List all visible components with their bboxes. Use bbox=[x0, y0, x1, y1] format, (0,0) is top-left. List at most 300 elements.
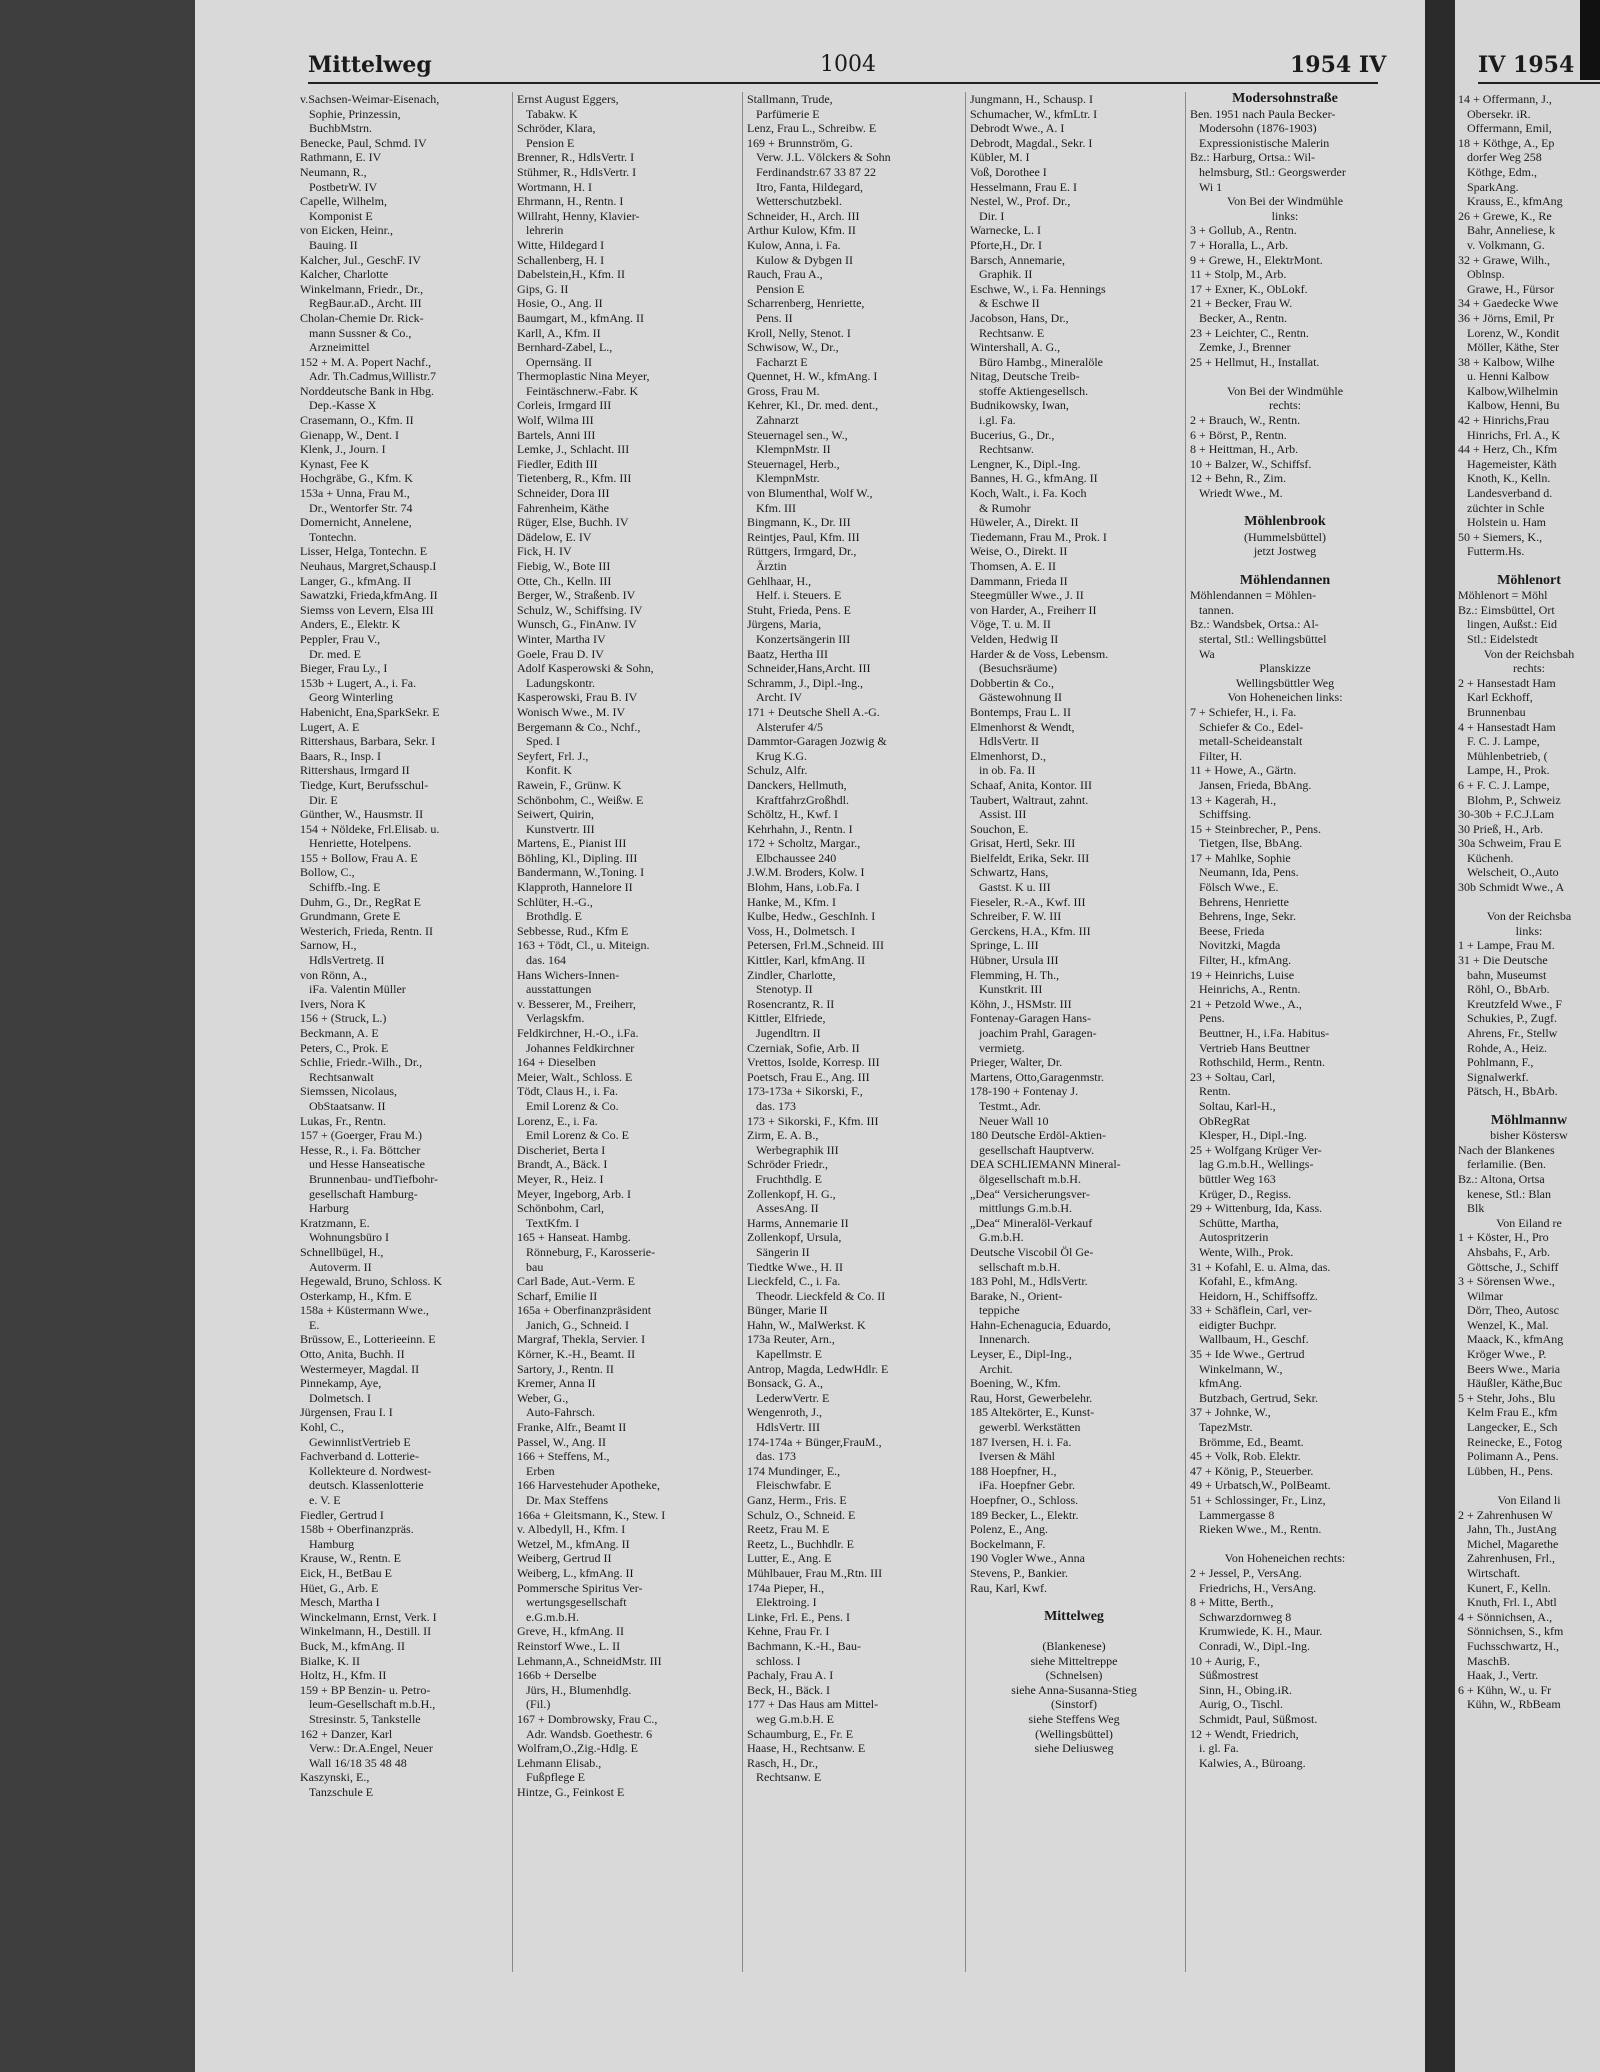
directory-entry: 10 + Aurig, F., bbox=[1190, 1653, 1260, 1668]
directory-entry: Bauing. II bbox=[300, 237, 358, 252]
directory-entry: Modersohn (1876-1903) bbox=[1190, 121, 1317, 136]
directory-entry: Schmidt, Paul, Süßmost. bbox=[1190, 1711, 1318, 1726]
directory-entry: Rüttgers, Irmgard, Dr., bbox=[747, 544, 857, 559]
directory-entry: Vrettos, Isolde, Korresp. III bbox=[747, 1055, 880, 1070]
street-heading: Modersohnstraße bbox=[1232, 92, 1338, 106]
directory-entry: Neuhaus, Margret,Schausp.I bbox=[300, 559, 437, 573]
directory-entry: Weise, O., Direkt. II bbox=[970, 544, 1068, 559]
directory-entry: Schönbohm, C., Weißw. E bbox=[517, 792, 644, 807]
directory-entry: Wilmar bbox=[1458, 1288, 1504, 1303]
directory-entry: Dir. I bbox=[970, 208, 1005, 223]
directory-entry: 173 + Sikorski, F., Kfm. III bbox=[747, 1113, 879, 1128]
directory-entry: 29 + Wittenburg, Ida, Kass. bbox=[1190, 1201, 1323, 1216]
directory-entry: Duhm, G., Dr., RegRat E bbox=[300, 894, 421, 909]
directory-entry: Mühlbauer, Frau M.,Rtn. III bbox=[747, 1565, 883, 1580]
directory-entry: joachim Prahl, Garagen- bbox=[970, 1026, 1097, 1040]
directory-entry: Heidorn, H., Schiffsoffz. bbox=[1190, 1288, 1318, 1303]
directory-entry: Kalbow,Wilhelmin bbox=[1458, 383, 1559, 398]
directory-entry: Hagemeister, Käth bbox=[1458, 456, 1557, 471]
directory-entry: 173a Reuter, Arn., bbox=[747, 1332, 835, 1347]
directory-entry: Lenz, Frau L., Schreibw. E bbox=[747, 121, 877, 136]
directory-entry: Signalwerkf. bbox=[1458, 1069, 1529, 1084]
directory-entry: Verlagskfm. bbox=[517, 1011, 585, 1026]
directory-entry: Klesper, H., Dipl.-Ing. bbox=[1190, 1128, 1307, 1143]
directory-entry: Landesverband d. bbox=[1458, 486, 1553, 501]
directory-entry: Stenotyp. II bbox=[747, 982, 813, 997]
directory-entry: 174 Mundinger, E., bbox=[747, 1463, 841, 1478]
directory-entry: Bockelmann, F. bbox=[970, 1536, 1046, 1551]
directory-entry: Kelm Frau E., kfm bbox=[1458, 1405, 1558, 1420]
directory-entry: Westermeyer, Magdal. II bbox=[300, 1361, 420, 1376]
directory-entry: Jürs, H., Blumenhdlg. bbox=[517, 1682, 632, 1697]
directory-entry: Schreiber, F. W. III bbox=[970, 909, 1062, 924]
directory-entry: „Dea“ Mineralöl-Verkauf bbox=[970, 1215, 1093, 1230]
directory-entry: Janich, G., Schneid. I bbox=[517, 1317, 629, 1332]
directory-entry: Franke, Alfr., Beamt II bbox=[517, 1420, 627, 1435]
directory-entry: Kreutzfeld Wwe., F bbox=[1458, 996, 1563, 1011]
directory-entry: gesellschaft Hauptverw. bbox=[970, 1142, 1095, 1157]
directory-entry: (Besuchsräume) bbox=[970, 661, 1057, 676]
directory-entry: Itro, Fanta, Hildegard, bbox=[747, 179, 863, 194]
directory-entry: 34 + Gaedecke Wwe bbox=[1458, 296, 1559, 311]
directory-entry: Krüger, D., Regiss. bbox=[1190, 1186, 1292, 1201]
directory-entry: Büro Hambg., Mineralöle bbox=[970, 354, 1103, 369]
directory-entry: Schlie, Friedr.-Wilh., Dr., bbox=[300, 1055, 423, 1070]
directory-entry: Lemke, J., Schlacht. III bbox=[517, 442, 630, 457]
directory-entry: v.Sachsen-Weimar-Eisenach, bbox=[300, 92, 440, 106]
directory-entry: 26 + Grewe, K., Re bbox=[1458, 208, 1552, 223]
directory-entry: Kfm. III bbox=[747, 500, 796, 515]
directory-entry: 2 + Zahrenhusen W bbox=[1458, 1507, 1553, 1522]
directory-entry: Filter, H. bbox=[1190, 748, 1243, 763]
page-edge bbox=[1580, 0, 1600, 80]
directory-entry: Georg Winterling bbox=[300, 690, 394, 705]
directory-entry: Voß, Dorothee I bbox=[970, 164, 1047, 179]
directory-entry bbox=[970, 1595, 1178, 1610]
directory-entry: Baars, R., Insp. I bbox=[300, 748, 381, 763]
directory-entry: Hesse, R., i. Fa. Böttcher bbox=[300, 1142, 421, 1157]
directory-entry: LederwVertr. E bbox=[747, 1390, 830, 1405]
directory-entry: Iversen & Mähl bbox=[970, 1449, 1055, 1464]
directory-entry: Danckers, Hellmuth, bbox=[747, 777, 847, 792]
directory-entry: Oblnsp. bbox=[1458, 267, 1505, 282]
directory-entry: Zemke, J., Brenner bbox=[1190, 340, 1291, 355]
directory-entry: Pachaly, Frau A. I bbox=[747, 1668, 834, 1683]
directory-entry: Bz.: Harburg, Ortsa.: Wil- bbox=[1190, 150, 1316, 165]
directory-entry: Tödt, Claus H., i. Fa. bbox=[517, 1084, 618, 1099]
directory-entry: Rasch, H., Dr., bbox=[747, 1755, 818, 1770]
directory-entry: Mühlenbetrieb, ( bbox=[1458, 748, 1548, 763]
directory-entry: Sped. I bbox=[517, 734, 560, 749]
directory-entry: Nach der Blankenes bbox=[1458, 1142, 1555, 1157]
directory-entry: Weiberg, Gertrud II bbox=[517, 1551, 612, 1566]
directory-entry: Lampe, H., Prok. bbox=[1458, 763, 1550, 778]
directory-entry: Nestel, W., Prof. Dr., bbox=[970, 194, 1071, 209]
directory-entry: HdlsVertr. II bbox=[970, 734, 1039, 749]
directory-entry: von Rönn, A., bbox=[300, 967, 368, 982]
directory-entry: Wengenroth, J., bbox=[747, 1405, 823, 1420]
directory-entry: Beese, Frieda bbox=[1190, 923, 1265, 938]
directory-entry: Petersen, Frl.M.,Schneid. III bbox=[747, 938, 884, 953]
directory-entry: Jacobson, Hans, Dr., bbox=[970, 310, 1069, 325]
directory-entry: Sartory, J., Rentn. II bbox=[517, 1361, 614, 1376]
directory-entry: Helf. i. Steuers. E bbox=[747, 588, 842, 603]
directory-entry: Reinecke, E., Fotog bbox=[1458, 1434, 1562, 1449]
directory-entry: gewerbl. Werkstätten bbox=[970, 1420, 1081, 1435]
section-note: Von Bei der Windmühle bbox=[1226, 383, 1344, 398]
directory-entry: Hinrichs, Frl. A., K bbox=[1458, 427, 1560, 442]
directory-entry: Wetterschutzbekl. bbox=[747, 194, 842, 209]
book-gutter bbox=[1425, 0, 1455, 2072]
directory-entry: 7 + Schiefer, H., i. Fa. bbox=[1190, 704, 1297, 719]
directory-entry: Kunstvertr. III bbox=[517, 821, 595, 836]
directory-entry: Henriette, Hotelpens. bbox=[300, 836, 412, 851]
directory-column-2 bbox=[517, 92, 725, 1799]
directory-entry: Fick, H. IV bbox=[517, 544, 572, 559]
directory-entry: Voss, H., Dolmetsch. I bbox=[747, 923, 856, 938]
directory-entry: Pinnekamp, Aye, bbox=[300, 1376, 382, 1391]
street-heading: Möhlenort bbox=[1497, 572, 1561, 588]
directory-entry: Scharf, Emilie II bbox=[517, 1288, 598, 1303]
directory-entry: Lübben, H., Pens. bbox=[1458, 1463, 1553, 1478]
directory-entry: Autospritzerin bbox=[1190, 1230, 1269, 1245]
section-note: (Schnelsen) bbox=[1045, 1668, 1103, 1683]
directory-entry: das. 173 bbox=[747, 1098, 796, 1113]
directory-entry: Thermoplastic Nina Meyer, bbox=[517, 369, 650, 384]
directory-entry: Warnecke, L. I bbox=[970, 223, 1041, 238]
directory-entry: 37 + Johnke, W., bbox=[1190, 1405, 1271, 1420]
directory-entry: Gienapp, W., Dent. I bbox=[300, 427, 399, 442]
directory-entry: Wetzel, M., kfmAng. II bbox=[517, 1536, 630, 1551]
directory-entry: Meier, Walt., Schloss. E bbox=[517, 1069, 633, 1084]
directory-column-1 bbox=[300, 92, 508, 1799]
directory-entry: Poetsch, Frau E., Ang. III bbox=[747, 1069, 870, 1084]
directory-entry: 35 + Ide Wwe., Gertrud bbox=[1190, 1347, 1305, 1362]
directory-entry: Tietgen, Ilse, BbAng. bbox=[1190, 836, 1303, 851]
directory-entry: 23 + Soltau, Carl, bbox=[1190, 1069, 1276, 1084]
directory-entry: 10 + Balzer, W., Schiffsf. bbox=[1190, 456, 1312, 471]
directory-entry: Martens, Otto,Garagenmstr. bbox=[970, 1069, 1104, 1084]
directory-entry: Becker, A., Rentn. bbox=[1190, 310, 1288, 325]
directory-entry: Prieger, Walter, Dr. bbox=[970, 1055, 1063, 1070]
directory-entry: Schwisow, W., Dr., bbox=[747, 340, 839, 355]
directory-entry: Schiefer & Co., Edel- bbox=[1190, 719, 1304, 734]
directory-entry: Sophie, Prinzessin, bbox=[300, 106, 401, 121]
directory-entry: kfmAng. bbox=[1190, 1376, 1242, 1391]
directory-entry: vermietg. bbox=[970, 1040, 1025, 1055]
directory-entry: HdlsVertr. III bbox=[747, 1420, 820, 1435]
directory-entry bbox=[970, 1624, 1178, 1639]
directory-entry: Krumwiede, K. H., Maur. bbox=[1190, 1624, 1323, 1639]
directory-entry: Kehrer, Kl., Dr. med. dent., bbox=[747, 398, 879, 413]
directory-entry: 4 + Sönnichsen, A., bbox=[1458, 1609, 1553, 1624]
directory-entry: 3 + Gollub, A., Rentn. bbox=[1190, 223, 1297, 238]
section-note: jetzt Jostweg bbox=[1253, 544, 1317, 559]
directory-entry: 174a Pieper, H., bbox=[747, 1580, 825, 1595]
directory-entry: Lukas, Fr., Rentn. bbox=[300, 1113, 386, 1128]
directory-entry: 30 Prieß, H., Arb. bbox=[1458, 821, 1543, 836]
directory-entry: Dep.-Kasse X bbox=[300, 398, 377, 413]
directory-entry: Polimann A., Pens. bbox=[1458, 1449, 1559, 1464]
directory-entry: Wintershall, A. G., bbox=[970, 340, 1061, 355]
directory-entry: Kröger Wwe., P. bbox=[1458, 1347, 1547, 1362]
directory-entry: Fahrenheim, Käthe bbox=[517, 500, 609, 515]
directory-entry: Sönnichsen, S., kfm bbox=[1458, 1624, 1564, 1639]
directory-entry: das. 164 bbox=[517, 953, 566, 968]
directory-entry: Discheriet, Berta I bbox=[517, 1142, 606, 1157]
directory-entry: 11 + Stolp, M., Arb. bbox=[1190, 267, 1287, 282]
directory-entry: Reintjes, Paul, Kfm. III bbox=[747, 529, 860, 544]
directory-entry: v. Albedyll, H., Kfm. I bbox=[517, 1522, 626, 1537]
directory-entry: Lutter, E., Ang. E bbox=[747, 1551, 832, 1566]
directory-entry: Deutsche Viscobil Öl Ge- bbox=[970, 1244, 1094, 1259]
directory-entry: Bieger, Frau Ly., I bbox=[300, 661, 388, 676]
directory-entry: 25 + Hellmut, H., Installat. bbox=[1190, 354, 1320, 369]
directory-entry: Archt. IV bbox=[747, 690, 802, 705]
directory-entry: Schaumburg, E., Fr. E bbox=[747, 1726, 854, 1741]
directory-entry: Eschwe, W., i. Fa. Hennings bbox=[970, 281, 1106, 296]
directory-entry: 30-30b + F.C.J.Lam bbox=[1458, 807, 1555, 822]
directory-entry: Polenz, E., Ang. bbox=[970, 1522, 1048, 1537]
directory-entry: Facharzt E bbox=[747, 354, 808, 369]
directory-entry: schloss. I bbox=[747, 1653, 801, 1668]
directory-entry: Schütte, Martha, bbox=[1190, 1215, 1279, 1230]
directory-entry: Wolfram,O.,Zig.-Hdlg. E bbox=[517, 1741, 639, 1756]
directory-entry: Kunert, F., Kelln. bbox=[1458, 1580, 1551, 1595]
directory-entry: 177 + Das Haus am Mittel- bbox=[747, 1697, 879, 1712]
directory-entry: Johannes Feldkirchner bbox=[517, 1040, 635, 1055]
directory-entry: Arthur Kulow, Kfm. II bbox=[747, 223, 856, 238]
directory-entry: AssesAng. II bbox=[747, 1201, 819, 1216]
directory-entry: Kalcher, Jul., GeschF. IV bbox=[300, 252, 421, 267]
directory-entry: Komponist E bbox=[300, 208, 373, 223]
directory-entry: Bergemann & Co., Nchf., bbox=[517, 719, 641, 734]
directory-entry: Meyer, R., Heiz. I bbox=[517, 1171, 604, 1186]
directory-entry: Blohm, Hans, i.ob.Fa. I bbox=[747, 880, 860, 895]
directory-entry: Neumann, Ida, Pens. bbox=[1190, 865, 1299, 880]
directory-entry: Elmenhorst & Wendt, bbox=[970, 719, 1075, 734]
section-note: siehe Steffens Weg bbox=[1028, 1711, 1120, 1726]
directory-entry: Küchenh. bbox=[1458, 850, 1514, 865]
directory-entry: Zahnarzt bbox=[747, 413, 799, 428]
directory-entry: Koch, Walt., i. Fa. Koch bbox=[970, 486, 1087, 501]
directory-entry: Hamburg bbox=[300, 1536, 355, 1551]
directory-entry: Seyfert, Frl. J., bbox=[517, 748, 589, 763]
directory-entry: Kulow, Anna, i. Fa. bbox=[747, 237, 841, 252]
directory-entry: 45 + Volk, Rob. Elektr. bbox=[1190, 1449, 1301, 1464]
directory-entry: Scharrenberg, Henriette, bbox=[747, 296, 865, 311]
directory-entry: Knuth, Frl. I., Abtl bbox=[1458, 1595, 1557, 1610]
directory-entry: Haak, J., Vertr. bbox=[1458, 1668, 1539, 1683]
directory-entry: Häußler, Käthe,Buc bbox=[1458, 1376, 1563, 1391]
directory-entry: 8 + Heittman, H., Arb. bbox=[1190, 442, 1299, 457]
section-note: rechts: bbox=[1269, 398, 1301, 413]
directory-entry: Ferdinandstr.67 33 87 22 bbox=[747, 164, 876, 179]
directory-entry: 31 + Kofahl, E. u. Alma, das. bbox=[1190, 1259, 1331, 1274]
directory-entry: Butzbach, Gertrud, Sekr. bbox=[1190, 1390, 1318, 1405]
directory-entry: 165 + Hanseat. Hambg. bbox=[517, 1230, 631, 1245]
directory-entry: Kollekteure d. Nordwest- bbox=[300, 1463, 432, 1478]
directory-entry: Rosencrantz, R. II bbox=[747, 996, 835, 1011]
directory-entry: 31 + Die Deutsche bbox=[1458, 953, 1548, 968]
directory-entry: Pens. II bbox=[747, 310, 793, 325]
directory-entry: Schulz, Alfr. bbox=[747, 763, 808, 778]
directory-entry: Kratzmann, E. bbox=[300, 1215, 370, 1230]
directory-entry: Möhlenort = Möhl bbox=[1458, 588, 1548, 603]
directory-entry: Lisser, Helga, Tontechn. E bbox=[300, 544, 428, 559]
directory-entry: Zollenkopf, H. G., bbox=[747, 1186, 836, 1201]
directory-entry: 44 + Herz, Ch., Kfm bbox=[1458, 442, 1558, 457]
directory-entry: Feintäschnerw.-Fabr. K bbox=[517, 383, 639, 398]
directory-entry: Bz.: Altona, Ortsa bbox=[1458, 1171, 1545, 1186]
directory-entry: 47 + König, P., Steuerber. bbox=[1190, 1463, 1314, 1478]
directory-entry: Bartels, Anni III bbox=[517, 427, 596, 442]
directory-entry: Tontechn. bbox=[300, 529, 357, 544]
directory-entry: 25 + Wolfgang Krüger Ver- bbox=[1190, 1142, 1322, 1157]
directory-entry: Wi 1 bbox=[1190, 179, 1223, 194]
directory-entry: GewinnlistVertrieb E bbox=[300, 1434, 411, 1449]
directory-entry: Brunnenbau- undTiefbohr- bbox=[300, 1171, 438, 1186]
directory-entry: Lehmann Elisab., bbox=[517, 1755, 602, 1770]
directory-entry: Kalbow, Henni, Bu bbox=[1458, 398, 1560, 413]
directory-entry: Pension E bbox=[747, 281, 805, 296]
directory-entry: deutsch. Klassenlotterie bbox=[300, 1478, 424, 1493]
directory-entry: (Fil.) bbox=[517, 1697, 551, 1712]
section-note: Wellingsbüttler Weg bbox=[1235, 675, 1335, 690]
directory-entry: u. Henni Kalbow bbox=[1458, 369, 1550, 384]
directory-entry: Carl Bade, Aut.-Verm. E bbox=[517, 1274, 635, 1289]
directory-entry: Debrodt Wwe., A. I bbox=[970, 121, 1065, 136]
directory-entry: Quennet, H. W., kfmAng. I bbox=[747, 369, 878, 384]
directory-entry: Ben. 1951 nach Paula Becker- bbox=[1190, 106, 1336, 121]
directory-entry: Fiebig, W., Bote III bbox=[517, 559, 611, 573]
directory-entry: 156 + (Struck, L.) bbox=[300, 1011, 387, 1026]
directory-entry: 188 Hoepfner, H., bbox=[970, 1463, 1057, 1478]
directory-entry: Bandermann, W.,Toning. I bbox=[517, 865, 645, 880]
directory-entry: Ivers, Nora K bbox=[300, 996, 366, 1011]
section-note: links: bbox=[1515, 923, 1543, 938]
directory-entry: Dammann, Frieda II bbox=[970, 573, 1068, 588]
directory-entry: Karll, A., Kfm. II bbox=[517, 325, 601, 340]
column-divider bbox=[965, 92, 966, 1972]
directory-entry: Steuernagel, Herb., bbox=[747, 456, 840, 471]
directory-entry: Pforte,H., Dr. I bbox=[970, 237, 1042, 252]
directory-entry: Lugert, A. E bbox=[300, 719, 360, 734]
directory-entry: Springe, L. III bbox=[970, 938, 1039, 953]
directory-entry: Novitzki, Magda bbox=[1190, 938, 1281, 953]
directory-entry: Wenzel, K., Mal. bbox=[1458, 1317, 1549, 1332]
header-rule bbox=[308, 82, 1378, 84]
directory-entry: 174-174a + Bünger,FrauM., bbox=[747, 1434, 882, 1449]
running-head-street: Mittelweg bbox=[308, 52, 432, 78]
directory-entry: 50 + Siemers, K., bbox=[1458, 529, 1543, 544]
directory-entry: Ahsbahs, F., Arb. bbox=[1458, 1244, 1551, 1259]
directory-entry: 166 Harvestehuder Apotheke, bbox=[517, 1478, 660, 1493]
directory-entry: Grisat, Hertl, Sekr. III bbox=[970, 836, 1076, 851]
directory-entry: Fiedler, Gertrud I bbox=[300, 1507, 384, 1522]
street-heading: Möhlmannw bbox=[1490, 1112, 1568, 1128]
directory-entry: 187 Iversen, H. i. Fa. bbox=[970, 1434, 1072, 1449]
directory-entry: Stresinstr. 5, Tankstelle bbox=[300, 1711, 421, 1726]
section-note: links: bbox=[1271, 208, 1299, 223]
directory-entry: Berger, W., Straßenb. IV bbox=[517, 588, 636, 603]
directory-entry: 185 Altekörter, E., Kunst- bbox=[970, 1405, 1095, 1420]
directory-entry: 5 + Stehr, Johs., Blu bbox=[1458, 1390, 1556, 1405]
directory-entry: 42 + Hinrichs,Frau bbox=[1458, 413, 1550, 428]
directory-entry: Assist. III bbox=[970, 807, 1027, 822]
directory-entry: Filter, H., kfmAng. bbox=[1190, 953, 1292, 968]
directory-entry: Schiffb.-Ing. E bbox=[300, 880, 381, 895]
directory-entry: Kapellmstr. E bbox=[747, 1347, 822, 1362]
directory-entry: Futterm.Hs. bbox=[1458, 544, 1525, 559]
directory-entry: Brömme, Ed., Beamt. bbox=[1190, 1434, 1304, 1449]
directory-entry: Aurig, O., Tischl. bbox=[1190, 1697, 1284, 1712]
directory-entry: Adolf Kasperowski & Sohn, bbox=[517, 661, 654, 676]
directory-entry: 17 + Exner, K., ObLokf. bbox=[1190, 281, 1308, 296]
section-note: Von Eiland li bbox=[1497, 1493, 1561, 1507]
directory-entry: Schulz, O., Schneid. E bbox=[747, 1507, 856, 1522]
directory-entry: Weiberg, L., kfmAng. II bbox=[517, 1565, 634, 1580]
directory-entry: 154 + Nöldeke, Frl.Elisab. u. bbox=[300, 821, 440, 836]
directory-entry: Grawe, H., Fürsor bbox=[1458, 281, 1554, 296]
directory-entry: Hosie, O., Ang. II bbox=[517, 296, 603, 311]
directory-entry: Offermann, Emil, bbox=[1458, 121, 1552, 136]
directory-entry: Schneider, Dora III bbox=[517, 486, 610, 501]
section-note: Von Bei der Windmühle bbox=[1226, 194, 1344, 209]
directory-entry: Winkelmann, H., Destill. II bbox=[300, 1624, 432, 1639]
directory-entry: 17 + Mahlke, Sophie bbox=[1190, 850, 1291, 865]
directory-entry: Wohnungsbüro I bbox=[300, 1230, 390, 1245]
directory-entry: Martens, E., Pianist III bbox=[517, 836, 627, 851]
directory-entry: 158a + Küstermann Wwe., bbox=[300, 1303, 429, 1318]
directory-entry: Harms, Annemarie II bbox=[747, 1215, 849, 1230]
directory-entry: Brothdlg. E bbox=[517, 909, 582, 924]
directory-entry: Knoth, K., Kelln. bbox=[1458, 471, 1551, 486]
directory-entry: KlempnMstr. II bbox=[747, 442, 831, 457]
directory-entry: 166 + Steffens, M., bbox=[517, 1449, 610, 1464]
directory-entry: 2 + Brauch, W., Rentn. bbox=[1190, 413, 1301, 428]
directory-entry: KlempnMstr. bbox=[747, 471, 820, 486]
directory-entry: Passel, W., Ang. II bbox=[517, 1434, 607, 1449]
directory-entry: Fieseler, R.-A., Kwf. III bbox=[970, 894, 1086, 909]
directory-entry: Rechtsanw. E bbox=[970, 325, 1045, 340]
directory-entry: Welscheit, O.,Auto bbox=[1458, 865, 1559, 880]
directory-entry: Flemming, H. Th., bbox=[970, 967, 1060, 982]
directory-entry: i.gl. Fa. bbox=[970, 413, 1016, 428]
directory-entry: Schneider,Hans,Archt. III bbox=[747, 661, 871, 676]
directory-entry: Fleischwfabr. E bbox=[747, 1478, 832, 1493]
directory-entry: Zollenkopf, Ursula, bbox=[747, 1230, 842, 1245]
directory-entry: Möller, Käthe, Ster bbox=[1458, 340, 1560, 355]
directory-entry: Reetz, L., Buchhdlr. E bbox=[747, 1536, 854, 1551]
directory-entry: Möhlendannen = Möhlen- bbox=[1190, 588, 1317, 603]
directory-entry: 36 + Jörns, Emil, Pr bbox=[1458, 310, 1555, 325]
directory-entry: KraftfahrzGroßhdl. bbox=[747, 792, 849, 807]
directory-entry: dorfer Weg 258 bbox=[1458, 150, 1542, 165]
directory-entry: ObRegRat bbox=[1190, 1113, 1250, 1128]
directory-entry: Autoverm. II bbox=[300, 1259, 372, 1274]
directory-entry: Peppler, Frau V., bbox=[300, 631, 381, 646]
directory-entry: Rawein, F., Grünw. K bbox=[517, 777, 622, 792]
directory-entry: Jugendltrn. II bbox=[747, 1026, 821, 1040]
directory-entry: Konzertsängerin III bbox=[747, 631, 851, 646]
directory-entry: iFa. Valentin Müller bbox=[300, 982, 406, 997]
directory-entry: Archit. bbox=[970, 1361, 1013, 1376]
directory-entry: & Eschwe II bbox=[970, 296, 1040, 311]
directory-entry: 171 + Deutsche Shell A.-G. bbox=[747, 704, 880, 719]
directory-entry: leum-Gesellschaft m.b.H., bbox=[300, 1697, 436, 1712]
directory-entry: Peters, C., Prok. E bbox=[300, 1040, 389, 1055]
